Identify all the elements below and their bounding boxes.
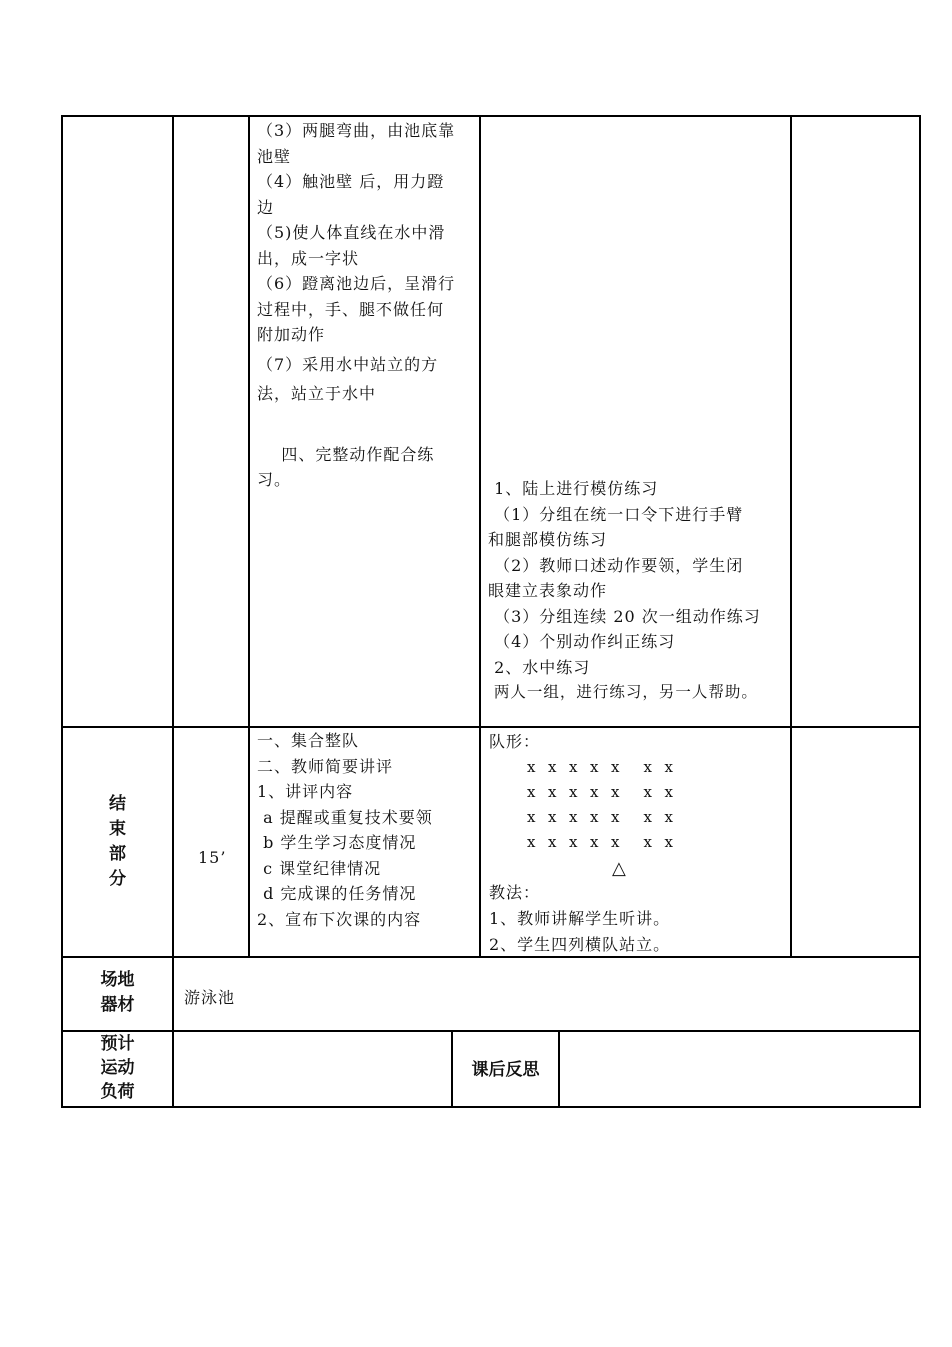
content-line: （4）触池壁 后，用力蹬 bbox=[257, 172, 445, 191]
content-line: 过程中，手、腿不做任何 bbox=[257, 299, 445, 319]
table-left-border bbox=[61, 115, 63, 1108]
label-char: 结 bbox=[109, 794, 126, 814]
content-line: （5)使人体直线在水中滑 bbox=[257, 223, 446, 242]
col-divider-3 bbox=[479, 115, 481, 958]
table-right-border bbox=[919, 115, 921, 1108]
content-line: 1、讲评内容 bbox=[257, 782, 354, 801]
col-divider-2 bbox=[248, 115, 250, 958]
venue-label bbox=[63, 968, 172, 1018]
content-line: 2、宣布下次课的内容 bbox=[257, 909, 422, 929]
label-line: 预计 bbox=[100, 1034, 135, 1054]
method-line: （4）个别动作纠正练习 bbox=[488, 632, 676, 651]
method-line: （2）教师口述动作要领，学生闭 bbox=[488, 555, 744, 575]
table-bottom-border bbox=[61, 1106, 921, 1108]
method-line: 两人一组，进行练习，另一人帮助。 bbox=[488, 683, 758, 701]
label-char: 分 bbox=[109, 869, 126, 889]
label-char: 部 bbox=[109, 844, 126, 864]
content-line: d 完成课的任务情况 bbox=[257, 884, 417, 903]
content-line: b 学生学习态度情况 bbox=[257, 833, 417, 852]
load-divider-2 bbox=[558, 1030, 560, 1108]
content-line: （7）采用水中站立的方 bbox=[257, 354, 439, 374]
content-line: c 课堂纪律情况 bbox=[257, 858, 382, 878]
reflection-label: 课后反思 bbox=[471, 1060, 540, 1080]
method-line: （1）分组在统一口令下进行手臂 bbox=[488, 504, 744, 524]
content-line: 法，站立于水中 bbox=[257, 384, 377, 403]
end-section-time: 15’ bbox=[198, 848, 227, 867]
end-method bbox=[489, 906, 670, 957]
method-title: 教法： bbox=[489, 883, 541, 902]
formation-grid bbox=[527, 755, 674, 855]
venue-value: 游泳池 bbox=[184, 988, 236, 1007]
method-line: （3）分组连续 20 次一组动作练习 bbox=[488, 606, 761, 626]
content-line: 一、集合整队 bbox=[257, 731, 360, 750]
method-line: 2、学生四列横队站立。 bbox=[489, 934, 671, 954]
formation-row: x x x x x x x bbox=[527, 833, 674, 851]
label-line: 运动 bbox=[100, 1058, 135, 1078]
load-label bbox=[63, 1032, 172, 1104]
label-line: 负荷 bbox=[100, 1082, 135, 1102]
formation-row: x x x x x x x bbox=[527, 758, 674, 776]
col-divider-1 bbox=[172, 115, 174, 1108]
label-line: 场地 bbox=[100, 970, 135, 990]
teacher-triangle-icon: △ bbox=[612, 858, 627, 879]
content-line: （3）两腿弯曲，由池底靠 bbox=[257, 121, 456, 140]
label-char: 束 bbox=[109, 819, 126, 839]
row-divider-end bbox=[61, 726, 921, 728]
top-content bbox=[257, 118, 477, 493]
content-line: 四、完整动作配合练 bbox=[257, 444, 435, 464]
content-line: a 提醒或重复技术要领 bbox=[257, 807, 433, 827]
content-line: 出，成一字状 bbox=[257, 248, 360, 268]
end-content bbox=[257, 728, 477, 932]
content-line bbox=[257, 407, 477, 432]
content-line: （6）蹬离池边后，呈滑行 bbox=[257, 274, 456, 293]
method-line: 1、教师讲解学生听讲。 bbox=[489, 909, 671, 928]
method-line: 和腿部模仿练习 bbox=[488, 530, 608, 549]
method-line: 2、水中练习 bbox=[488, 657, 591, 677]
label-line: 器材 bbox=[100, 995, 135, 1015]
row-divider-load bbox=[61, 1030, 921, 1032]
method-line: 眼建立表象动作 bbox=[488, 581, 608, 600]
end-section-label bbox=[63, 792, 172, 892]
method-line: 1、陆上进行模仿练习 bbox=[488, 479, 659, 498]
content-line: 二、教师简要讲评 bbox=[257, 756, 394, 776]
top-method bbox=[488, 476, 788, 706]
formation-label: 队形： bbox=[489, 732, 541, 751]
content-line: 池壁 bbox=[257, 146, 292, 166]
formation-row: x x x x x x x bbox=[527, 783, 674, 801]
content-line: 附加动作 bbox=[257, 325, 326, 344]
content-line: 习。 bbox=[257, 470, 292, 489]
col-divider-4 bbox=[790, 115, 792, 958]
formation-row: x x x x x x x bbox=[527, 808, 674, 826]
content-line: 边 bbox=[257, 197, 275, 217]
table-top-border bbox=[61, 115, 921, 117]
